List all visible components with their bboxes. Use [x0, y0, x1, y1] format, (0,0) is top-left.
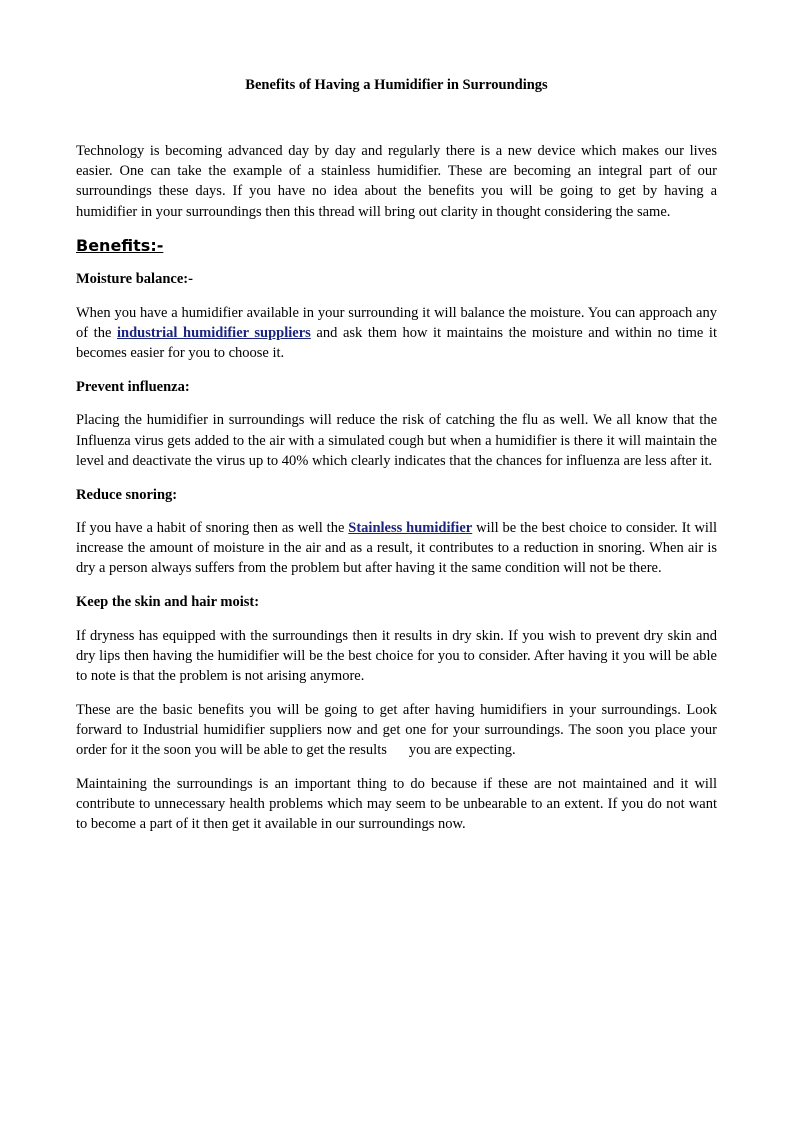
section-paragraph-moisture-balance — [76, 303, 717, 364]
paragraph-text: you are expecting. — [408, 742, 516, 759]
section-heading-reduce-snoring: Reduce snoring: — [76, 486, 178, 503]
paragraph-text: When you have a humidifier available in your surrounding it will balance the moisture. You can approach any of the — [76, 304, 717, 342]
stainless-humidifier-link[interactable]: Stainless humidifier — [348, 520, 473, 537]
section-paragraph-prevent-influenza: Placing the humidifier in surroundings will reduce the risk of catching the flu as well. We all know that the Influenza virus gets added to the air with a simulated cough but when a humidifier is there it will maintain the level and deactivate the virus up to 40% which clearly indicates that the chances for influenza are less after it. — [76, 412, 717, 469]
benefits-heading: Benefits:- — [76, 236, 164, 256]
document-title: Benefits of Having a Humidifier in Surroundings — [245, 77, 548, 93]
document-body — [76, 141, 717, 834]
intro-paragraph: Technology is becoming advanced day by day and regularly there is a new device which makes our lives easier. One can take the example of a stainless humidifier. These are becoming an integral part of our surroundings these days. If you have no idea about the benefits you will be going to get by having a humidifier in your surroundings then this thread will bring out clarity in thought considering the same. — [76, 143, 717, 220]
closing-paragraph-2: Maintaining the surroundings is an important thing to do because if these are not maintained and it will contribute to unnecessary health problems which may seem to be unbearable to an extent. If you do not want to become a part of it then get it available in our surroundings now. — [76, 775, 717, 833]
section-heading-prevent-influenza: Prevent influenza: — [76, 378, 190, 395]
section-paragraph-skin-hair-moist: If dryness has equipped with the surroundings then it results in dry skin. If you wish to prevent dry skin and dry lips then having the humidifier will be the best choice for you to consider. After having it you will be able to note is that the problem is not arising anymore. — [76, 627, 717, 685]
section-heading-moisture-balance: Moisture balance:- — [76, 271, 193, 288]
industrial-humidifier-suppliers-link[interactable]: industrial humidifier suppliers — [116, 325, 311, 342]
paragraph-text: These are the basic benefits you will be going to get after having humidifiers in your surroundings. Look forward to Industrial humidifier suppliers now and get one for your surroundings. The soon you place your order for it the soon you will be able to get the results — [76, 701, 717, 759]
paragraph-text: will be the best choice to consider. It will increase the amount of moisture in the air and as a result, it contributes to a reduction in snoring. When air is dry a person always suffers from the problem but after having it the same condition will not be there. — [76, 520, 717, 577]
paragraph-text: and ask them how it maintains the moisture and within no time it becomes easier for you to choose it. — [76, 325, 717, 362]
paragraph-text: If you have a habit of snoring then as well the — [76, 520, 349, 537]
section-paragraph-reduce-snoring — [76, 518, 717, 579]
closing-paragraph-1 — [76, 700, 717, 761]
section-heading-skin-hair-moist: Keep the skin and hair moist: — [76, 594, 260, 611]
